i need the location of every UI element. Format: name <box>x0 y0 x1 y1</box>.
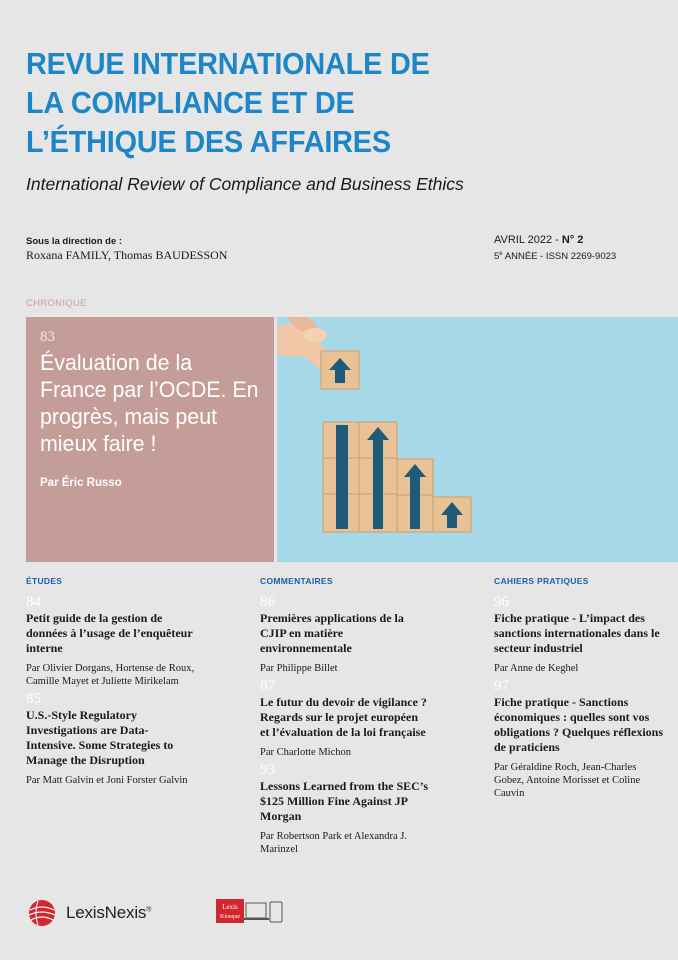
article-number: 93 <box>260 762 275 778</box>
article-author: Par Olivier Dorgans, Hortense de Roux, Camille Mayet et Juliette Mirikelam <box>26 663 195 687</box>
article-author: Par Anne de Keghel <box>494 663 579 674</box>
journal-subtitle: International Review of Compliance and Business Ethics <box>26 174 464 194</box>
article-84[interactable] <box>26 594 196 688</box>
issue-year-number: 5 <box>494 251 500 263</box>
kiosque-top-label: Lexis <box>222 903 238 911</box>
article-author: Par Charlotte Michon <box>260 747 351 758</box>
article-86[interactable] <box>260 594 430 675</box>
article-author: Par Robertson Park et Alexandra J. Marinzel <box>260 831 407 855</box>
column-heading: CAHIERS PRATIQUES <box>494 576 589 586</box>
article-number: 97 <box>494 678 509 694</box>
column-cahiers-pratiques <box>494 576 664 803</box>
publisher-name <box>66 903 151 923</box>
article-title: Le futur du devoir de vigilance ? Regards sur le projet européen et l’évaluation de la loi française <box>260 695 427 739</box>
article-author: Par Géraldine Roch, Jean-Charles Gobez, Antoine Morisset et Coline Cauvin <box>494 762 641 799</box>
article-number: 86 <box>260 594 275 610</box>
journal-title <box>26 44 621 161</box>
article-93[interactable] <box>260 762 430 856</box>
column-heading: COMMENTAIRES <box>260 576 333 586</box>
article-title: U.S.-Style Regulatory Investigations are Data-Intensive. Some Strategies to Manage the Disruption <box>26 708 174 767</box>
issue-month: AVRIL 2022 - <box>494 234 562 246</box>
feature-title: Évaluation de la France par l’OCDE. En progrès, mais peut mieux faire ! <box>40 350 259 456</box>
article-title: Premières applications de la CJIP en matière environnementale <box>260 611 404 655</box>
article-number: 84 <box>26 594 41 610</box>
lexisnexis-globe-icon <box>26 898 60 928</box>
article-85[interactable] <box>26 691 196 787</box>
publisher-mark: ® <box>146 906 152 914</box>
direction-label: Sous la direction de : <box>26 236 123 247</box>
issue-number: N° 2 <box>561 234 584 246</box>
block-top <box>321 351 359 389</box>
column-heading: ÉTUDES <box>26 576 63 586</box>
direction-names: Roxana FAMILY, Thomas BAUDESSON <box>26 248 228 262</box>
issue-issn: ANNÉE - ISSN 2269-9023 <box>502 251 617 263</box>
article-title: Petit guide de la gestion de données à l’usage de l’enquêteur interne <box>26 611 193 655</box>
publisher-name-text: LexisNexis <box>66 903 147 922</box>
feature-number: 83 <box>40 329 55 345</box>
article-number: 87 <box>260 678 275 694</box>
title-line-1: REVUE INTERNATIONALE DE <box>26 46 430 81</box>
lexisnexis-logo[interactable] <box>26 898 151 928</box>
lexis-kiosque-icon[interactable] <box>216 899 286 925</box>
article-number: 96 <box>494 594 509 610</box>
feature-article[interactable] <box>26 317 274 562</box>
kiosque-bottom-label: Kiosque <box>220 914 240 920</box>
section-chronique: CHRONIQUE <box>26 298 87 309</box>
feature-illustration <box>277 317 678 562</box>
issue-date <box>494 234 583 246</box>
article-number: 85 <box>26 691 41 707</box>
title-line-2: LA COMPLIANCE ET DE <box>26 85 355 120</box>
article-title: Fiche pratique - Sanctions économiques : quelles sont vos obligations ? Quelques réflexions de praticiens <box>494 695 664 754</box>
article-title: Lessons Learned from the SEC’s $125 Million Fine Against JP Morgan <box>260 779 429 823</box>
issue-year-issn <box>494 251 616 262</box>
article-97[interactable] <box>494 678 664 800</box>
article-96[interactable] <box>494 594 664 675</box>
column-commentaires <box>260 576 430 859</box>
article-author: Par Matt Galvin et Joni Forster Galvin <box>26 775 188 786</box>
column-etudes <box>26 576 196 790</box>
title-line-3: L’ÉTHIQUE DES AFFAIRES <box>26 124 391 159</box>
feature-author: Par Éric Russo <box>40 477 122 489</box>
issue-year-sup: e <box>499 251 503 257</box>
article-87[interactable] <box>260 678 430 759</box>
article-title: Fiche pratique - L’impact des sanctions internationales dans le secteur industriel <box>494 611 660 655</box>
article-author: Par Philippe Billet <box>260 663 338 674</box>
